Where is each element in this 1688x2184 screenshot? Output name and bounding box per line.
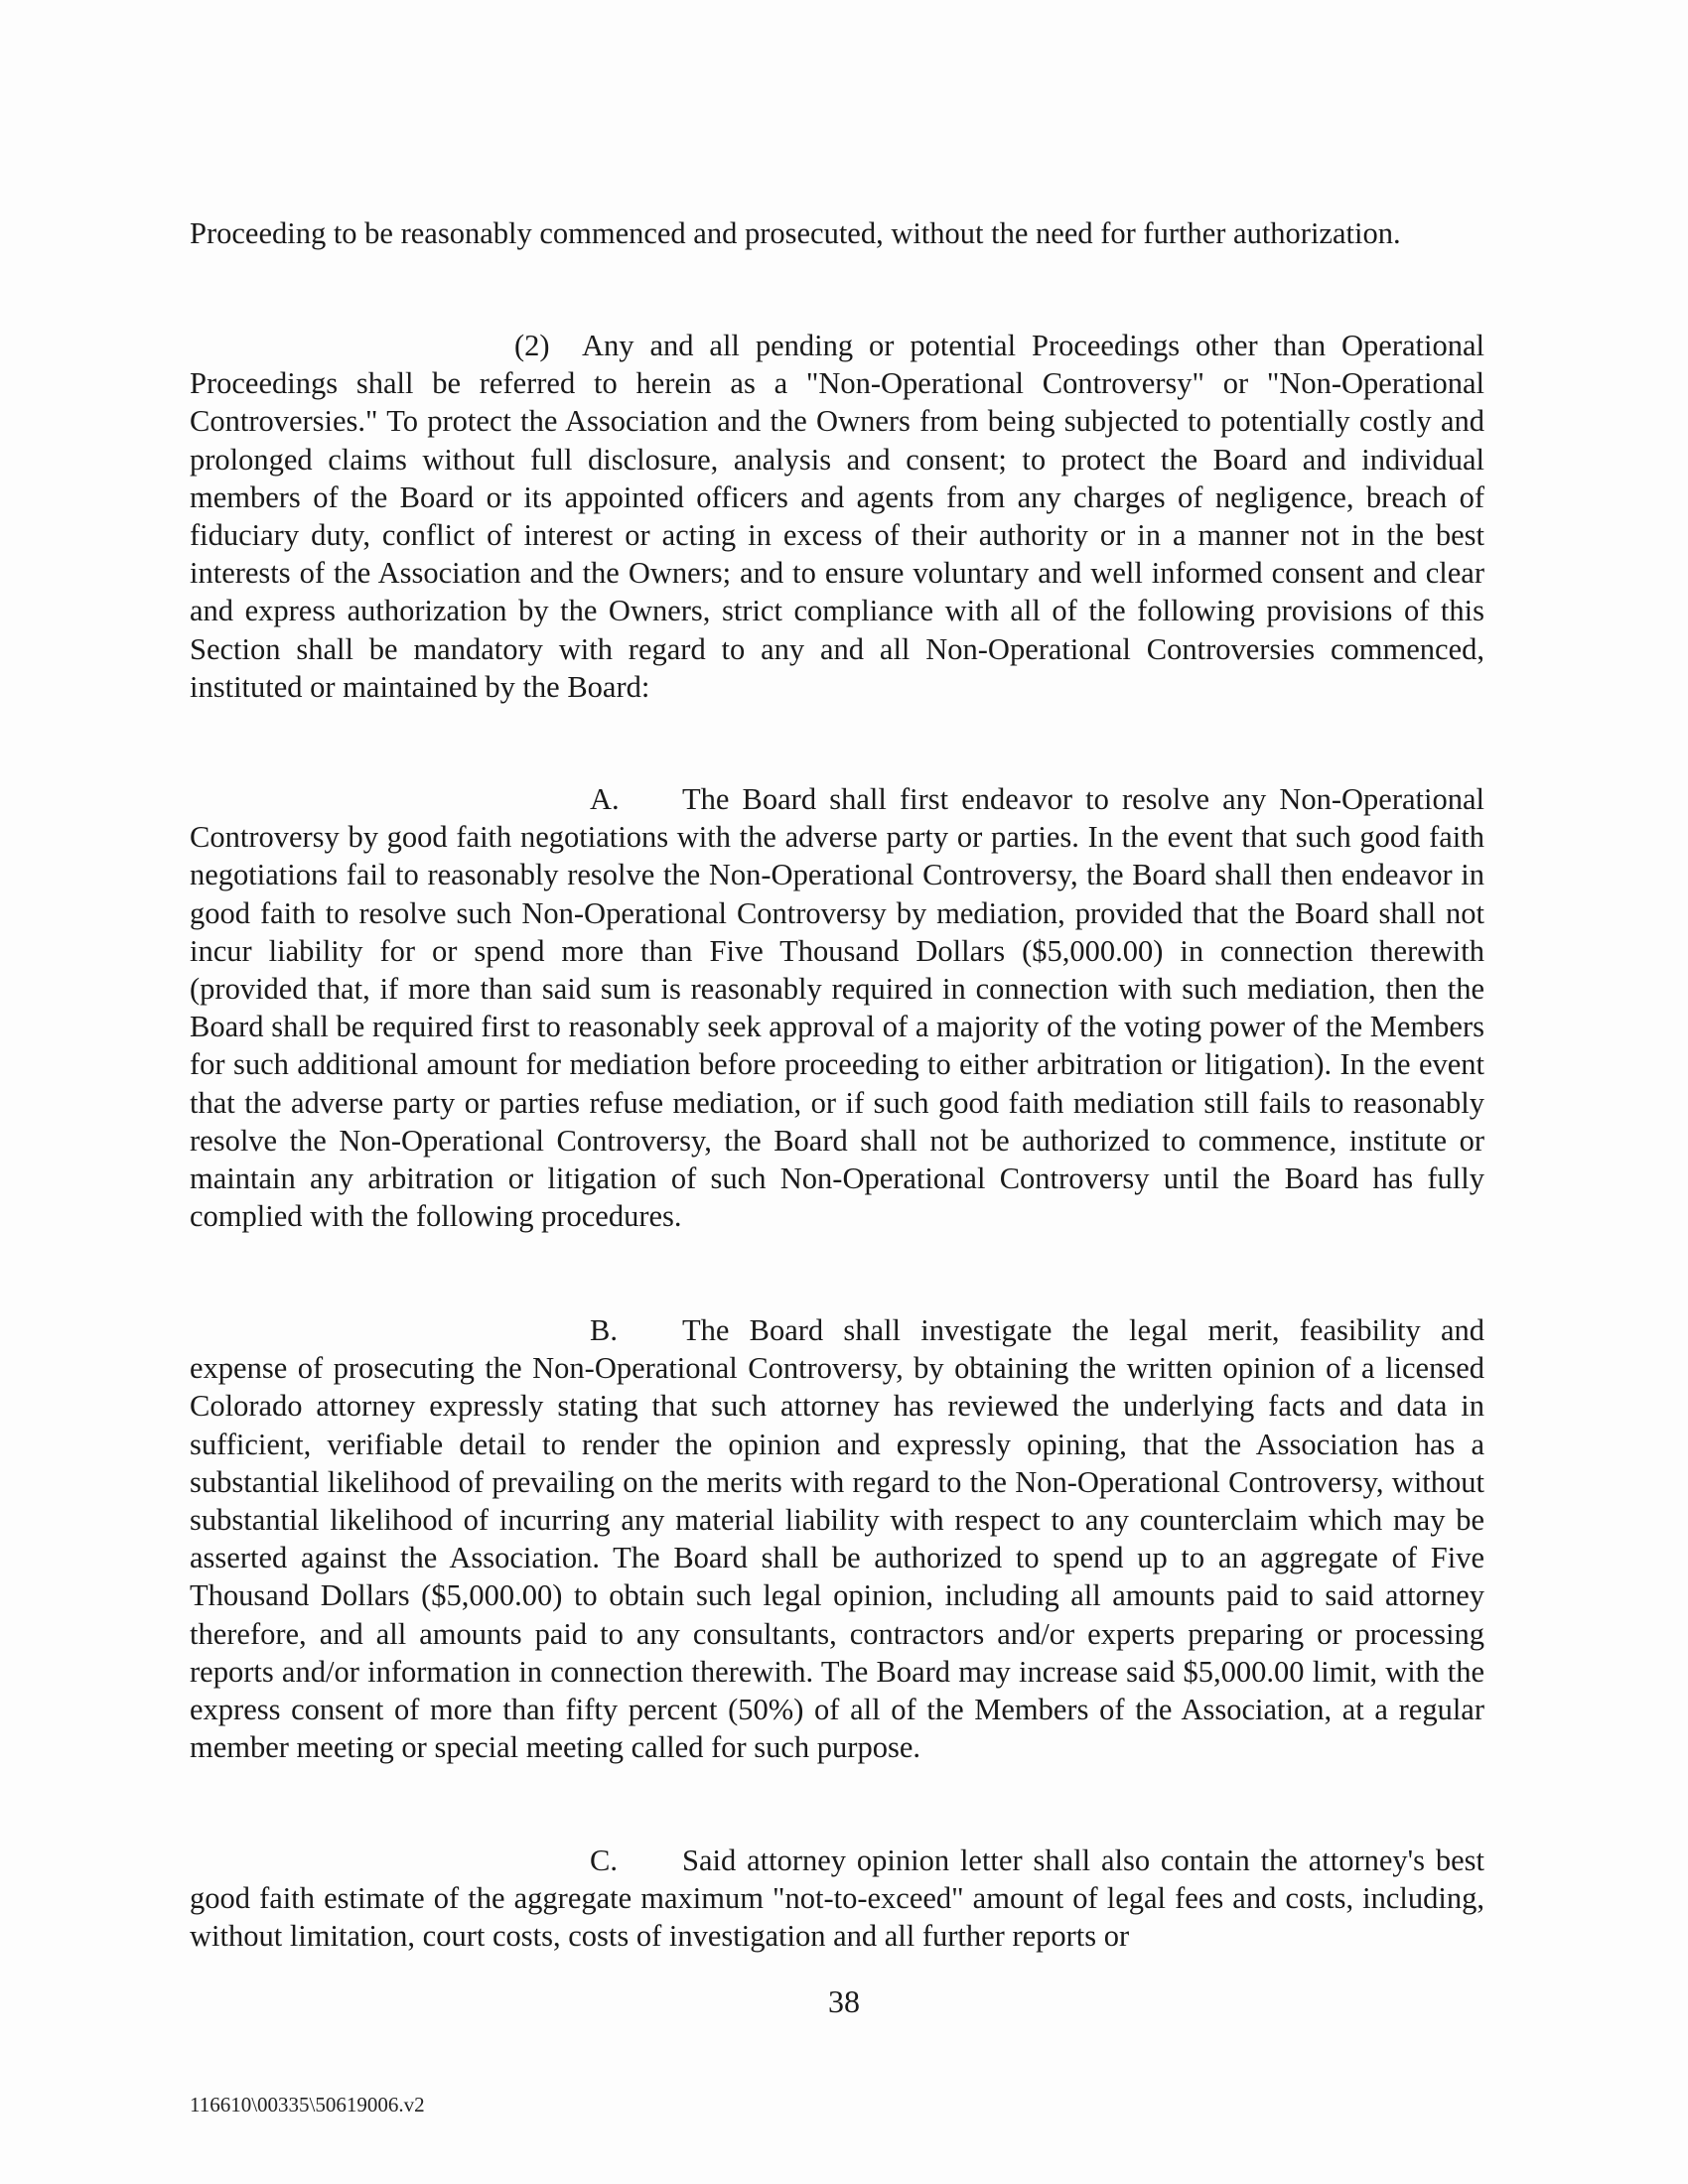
page-number: 38 bbox=[828, 1983, 860, 2019]
subparagraph-c-marker: C. bbox=[590, 1843, 618, 1877]
subparagraph-a-marker: A. bbox=[590, 782, 620, 816]
paragraph-2 bbox=[190, 327, 1484, 706]
subparagraph-a-text: The Board shall first endeavor to resolve any Non-Operational Controversy by good faith negotiations with the adverse party or parties. In the event that such good faith negotiations fail to reasonably resolve the Non-Operational Controversy, the Board shall then endeavor in good faith to resolve such Non-Operational Controversy by mediation, provided that the Board shall not incur liability for or spend more than Five Thousand Dollars ($5,000.00) in connection therewith (provided that, if more than said sum is reasonably required in connection with such mediation, then the Board shall be required first to reasonably seek approval of a majority of the voting power of the Members for such additional amount for mediation before proceeding to either arbitration or litigation). In the event that the adverse party or parties refuse mediation, or if such good faith mediation still fails to reasonably resolve the Non-Operational Controversy, the Board shall not be authorized to commence, institute or maintain any arbitration or litigation of such Non-Operational Controversy until the Board has fully complied with the following procedures. bbox=[190, 782, 1484, 1234]
subparagraph-c-text: Said attorney opinion letter shall also contain the attorney's best good faith estimate of the aggregate maximum "not-to-exceed" amount of legal fees and costs, including, without limitation, court costs, costs of investigation and all further reports or bbox=[190, 1843, 1484, 1954]
document-id: 116610\00335\50619006.v2 bbox=[190, 2093, 425, 2116]
subparagraph-b-text: The Board shall investigate the legal merit, feasibility and expense of prosecuting the Non-Operational Controversy, by obtaining the written opinion of a licensed Colorado attorney expressly stating that such attorney has reviewed the underlying facts and data in sufficient, verifiable detail to render the opinion and expressly opining, that the Association has a substantial likelihood of prevailing on the merits with regard to the Non-Operational Controversy, without substantial likelihood of incurring any material liability with respect to any counterclaim which may be asserted against the Association. The Board shall be authorized to spend up to an aggregate of Five Thousand Dollars ($5,000.00) to obtain such legal opinion, including all amounts paid to said attorney therefore, and all amounts paid to any consultants, contractors and/or experts preparing or processing reports and/or information in connection therewith. The Board may increase said $5,000.00 limit, with the express consent of more than fifty percent (50%) of all of the Members of the Association, at a regular member meeting or special meeting called for such purpose. bbox=[190, 1313, 1484, 1765]
continuation-paragraph: Proceeding to be reasonably commenced and prosecuted, without the need for further authorization. bbox=[190, 216, 1401, 250]
paragraph-2-marker: (2) bbox=[514, 329, 550, 362]
subparagraph-a bbox=[190, 780, 1484, 1235]
paragraph-2-text: Any and all pending or potential Proceedings other than Operational Proceedings shall be referred to herein as a "Non-Operational Controversy" or "Non-Operational Controversies." To protect the Association and the Owners from being subjected to potentially costly and prolonged claims without full disclosure, analysis and consent; to protect the Board and individual members of the Board or its appointed officers and agents from any charges of negligence, breach of fiduciary duty, conflict of interest or acting in excess of their authority or in a manner not in the best interests of the Association and the Owners; and to ensure voluntary and well informed consent and clear and express authorization by the Owners, strict compliance with all of the following provisions of this Section shall be mandatory with regard to any and all Non-Operational Controversies commenced, instituted or maintained by the Board: bbox=[190, 329, 1484, 704]
subparagraph-c bbox=[190, 1842, 1484, 1956]
subparagraph-b bbox=[190, 1311, 1484, 1766]
subparagraph-b-marker: B. bbox=[590, 1313, 618, 1347]
